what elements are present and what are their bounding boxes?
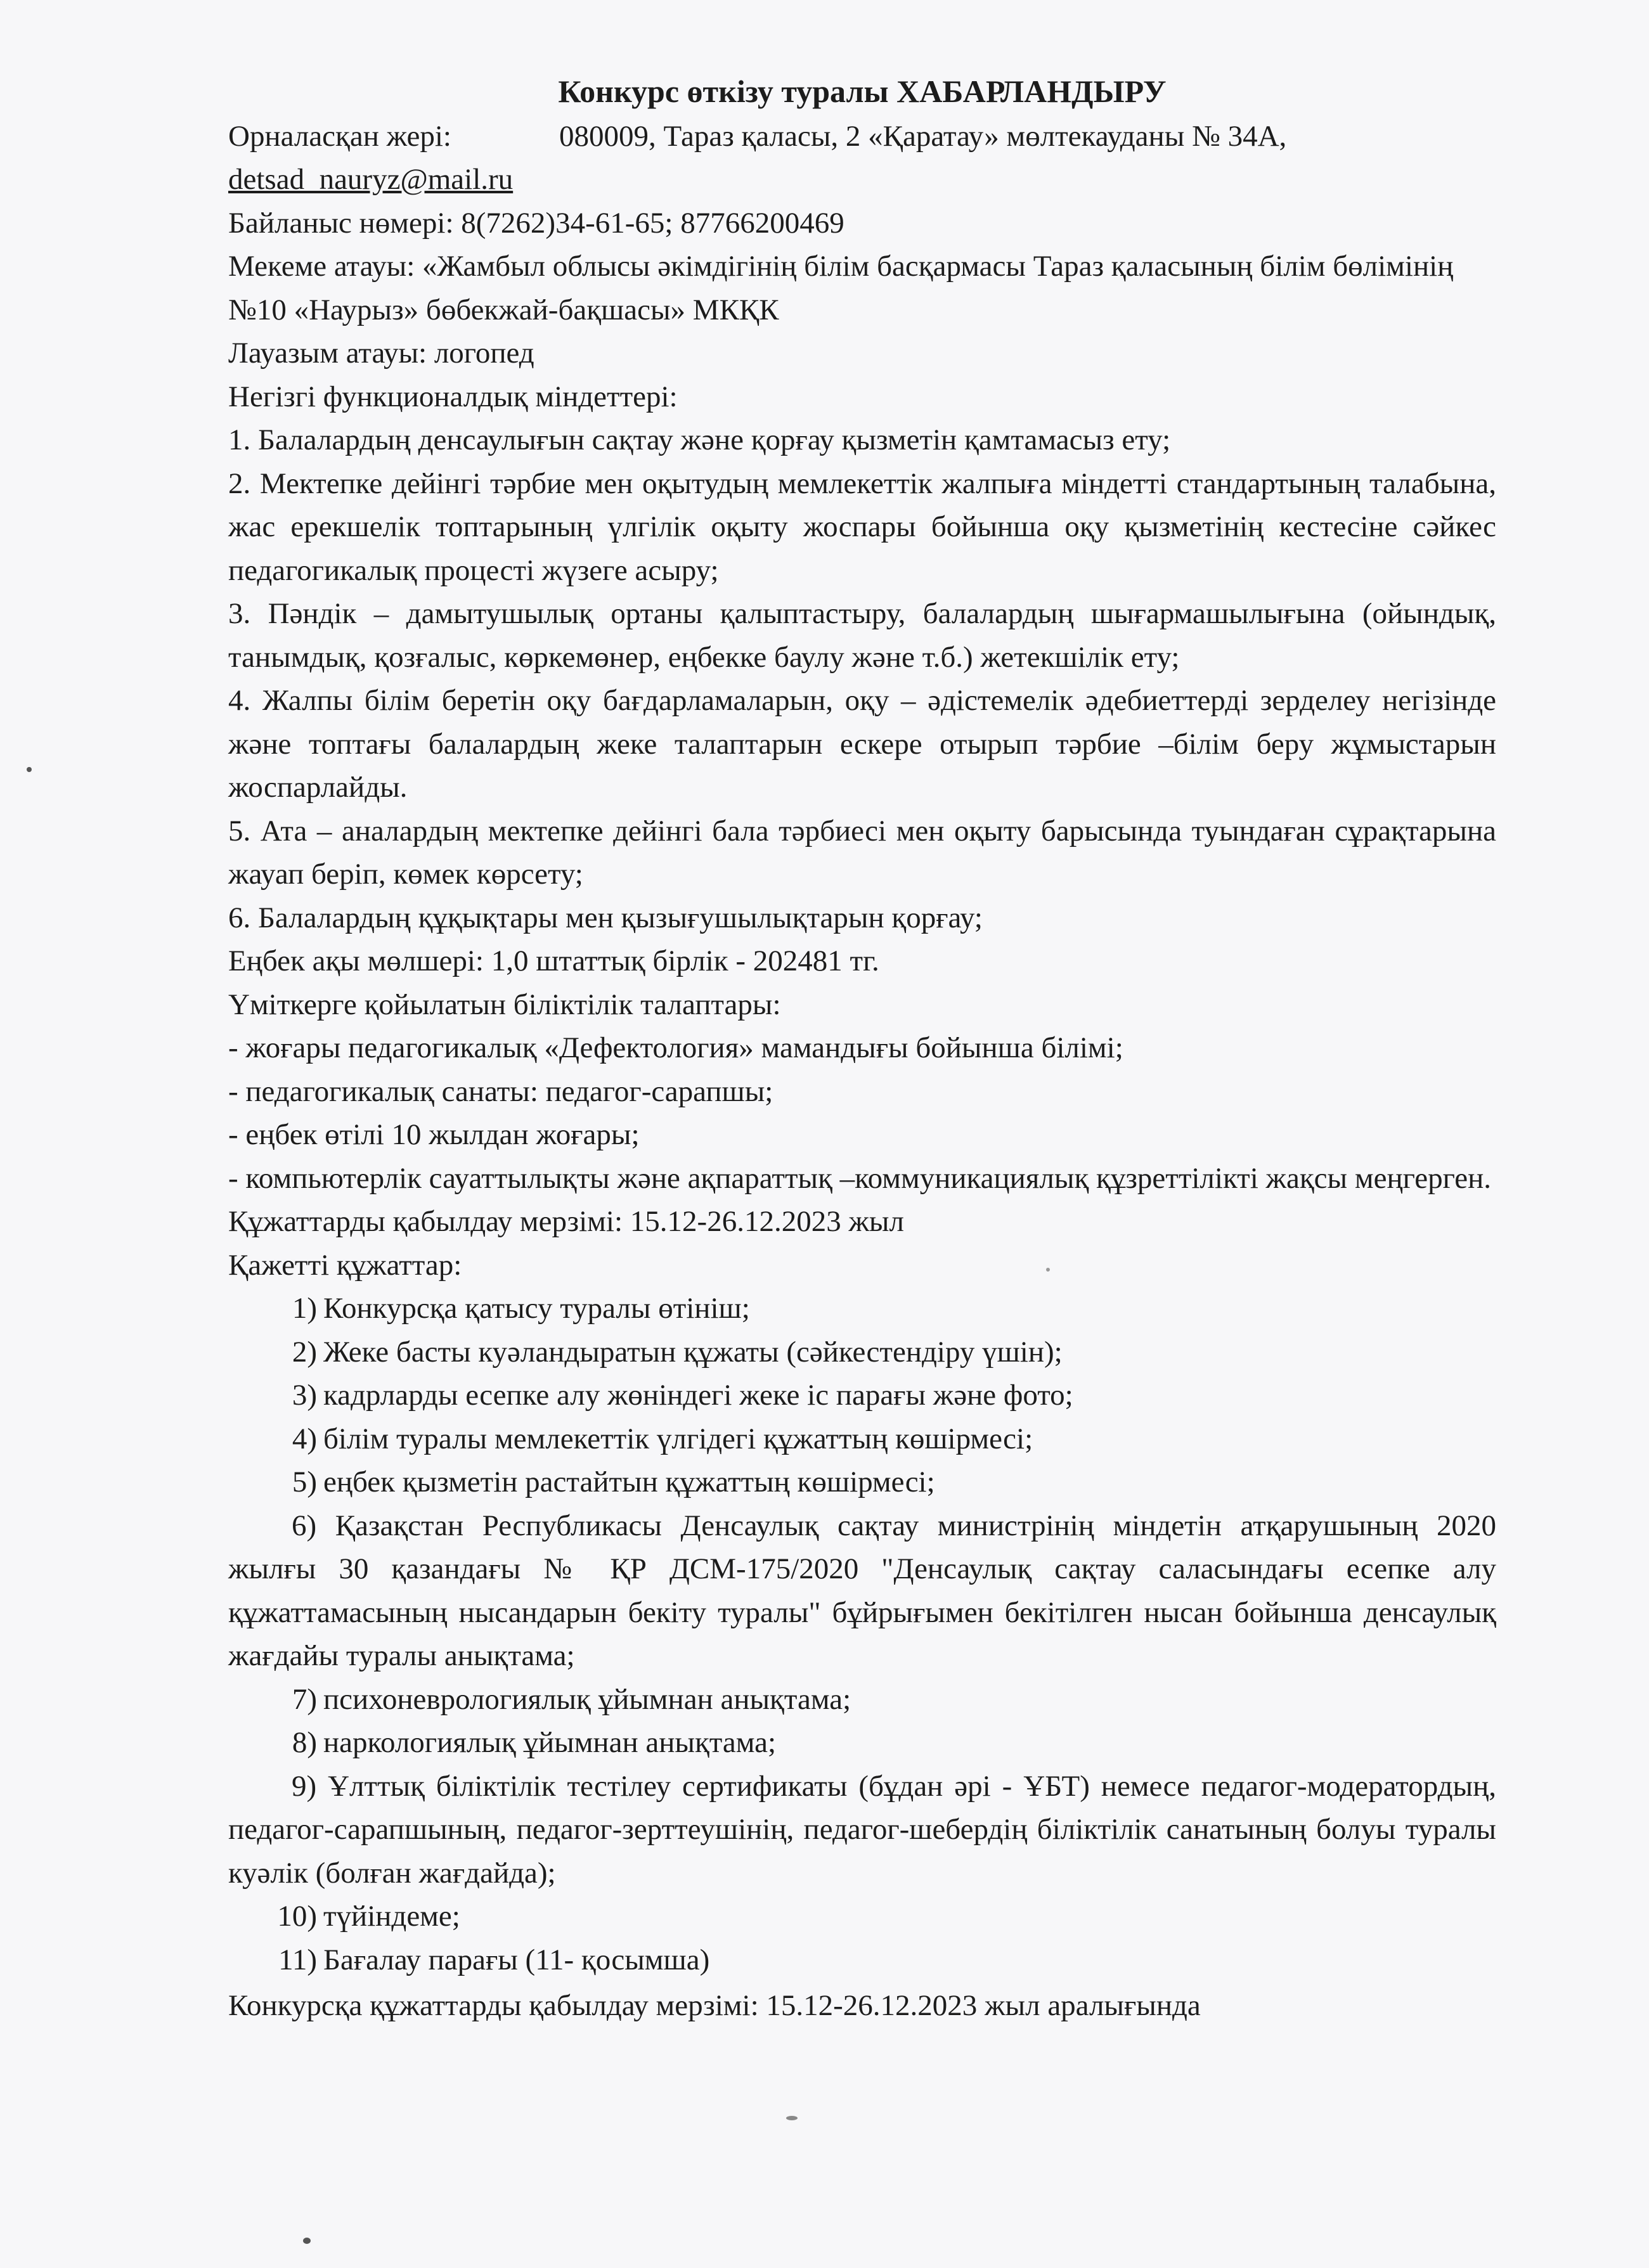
requirement-item: - компьютерлік сауаттылықты және ақпараттық –коммуникациялық құзреттілікті жақсы меңгерген. (228, 1161, 1492, 1195)
document-text: наркологиялық ұйымнан анықтама; (323, 1726, 777, 1759)
location-label: Орналасқан жері: (228, 119, 451, 153)
scan-speck (27, 767, 32, 772)
document-text: психоневрологиялық ұйымнан анықтама; (323, 1682, 851, 1716)
document-number: 5) (292, 1466, 317, 1498)
document-number: 11) (278, 1943, 317, 1976)
document-item (228, 1331, 1496, 1374)
announcement-body (228, 70, 1496, 2028)
duty-item: 1. Балалардың денсаулығын сақтау және қорғау қызметін қамтамасыз ету; (228, 423, 1171, 456)
document-item (228, 1417, 1496, 1461)
document-text: Конкурсқа қатысу туралы өтініш; (323, 1292, 750, 1325)
email-line (228, 158, 1496, 202)
documents-heading: Қажетті құжаттар: (228, 1248, 462, 1282)
scan-speck (303, 2238, 311, 2244)
requirements-heading: Үміткерге қойылатын біліктілік талаптары: (228, 988, 781, 1021)
position-title: Лауазым атауы: логопед (228, 337, 534, 370)
document-item (228, 1678, 1496, 1722)
email-link[interactable]: detsad_nauryz@mail.ru (228, 163, 514, 196)
requirement-item: - педагогикалық санаты: педагог-сарапшы; (228, 1074, 773, 1108)
document-text: еңбек қызметін растайтын құжаттың көшірмесі; (323, 1466, 935, 1498)
document-number: 10) (277, 1900, 317, 1933)
location-line (228, 115, 1496, 158)
scan-speck (786, 2116, 798, 2120)
requirement-item: - еңбек өтілі 10 жылдан жоғары; (228, 1118, 640, 1151)
document-item (228, 1721, 1496, 1765)
document-number: 2) (292, 1335, 317, 1369)
document-number: 4) (292, 1422, 317, 1455)
duty-item: 4. Жалпы білім беретін оқу бағдарламаларын, оқу – әдістемелік әдебиеттерді зерделеу негізінде және топтағы балалардың жеке талаптарын ескере отырып тәрбие –білім беру жұмыстарын жоспарлайды. (228, 684, 1496, 804)
location-value: 080009, Тараз қаласы, 2 «Қаратау» мөлтекауданы № 34А, (559, 119, 1287, 153)
page-title: Конкурс өткізу туралы ХАБАРЛАНДЫРУ (558, 74, 1167, 109)
duty-item: 2. Мектепке дейінгі тәрбие мен оқытудың мемлекеттік жалпыға міндетті стандартының талабына, жас ерекшелік топтарының үлгілік оқыту жоспары бойынша оқу қызметінің кестесіне сәйкес педагогикалық процесті жүзеге асыру; (228, 467, 1496, 587)
requirement-item: - жоғары педагогикалық «Дефектология» мамандығы бойынша білімі; (228, 1031, 1123, 1064)
document-item-6: 6) Қазақстан Республикасы Денсаулық сақтау министрінің міндетін атқарушының 2020 жылғы 30 қазандағы № ҚР ДСМ-175/2020 "Денсаулық сақтау саласындағы есепке алу құжаттамасының нысандарын бекіту туралы" бұйрығымен бекітілген нысан бойынша денсаулық жағдайы туралы анықтама; (228, 1509, 1496, 1672)
document-number: 1) (292, 1292, 317, 1325)
document-number: 7) (292, 1682, 317, 1716)
duty-item: 6. Балалардың құқықтары мен қызығушылықтарын қорғау; (228, 901, 983, 934)
document-text: Жеке басты куәландыратын құжаты (сәйкестендіру үшін); (323, 1335, 1063, 1369)
document-item (228, 1374, 1496, 1417)
phone-line: Байланыс нөмері: 8(7262)34-61-65; 87766200469 (228, 206, 844, 240)
document-item-9: 9) Ұлттық біліктілік тестілеу сертификаты (бұдан әрі - ҰБТ) немесе педагог-модератордың, педагог-сарапшының, педагог-зерттеушінің, педагог-шебердің біліктілік санатының болуы туралы куәлік (болған жағдайда); (228, 1769, 1496, 1890)
document-item (228, 1287, 1496, 1331)
duties-heading: Негізгі функционалдық міндеттері: (228, 380, 678, 413)
scan-speck (1046, 1268, 1050, 1272)
duty-item: 3. Пәндік – дамытушылық ортаны қалыптастыру, балалардың шығармашылығына (ойындық, танымдық, қозғалыс, көркемөнер, еңбекке баулу және т.б.) жетекшілік ету; (228, 597, 1496, 674)
duty-item: 5. Ата – аналардың мектепке дейінгі бала тәрбиесі мен оқыту барысында туындаған сұрақтарына жауап беріп, көмек көрсету; (228, 814, 1496, 891)
salary-line: Еңбек ақы мөлшері: 1,0 штаттық бірлік - 202481 тг. (228, 944, 879, 977)
document-number: 3) (292, 1379, 317, 1412)
document-number: 8) (292, 1726, 317, 1759)
document-item (228, 1895, 1496, 1938)
deadline-line: Құжаттарды қабылдау мерзімі: 15.12-26.12.2023 жыл (228, 1205, 904, 1238)
document-item (228, 1460, 1496, 1504)
document-text: түйіндеме; (323, 1900, 460, 1933)
final-deadline-line: Конкурсқа құжаттарды қабылдау мерзімі: 15.12-26.12.2023 жыл аралығында (228, 1989, 1201, 2022)
document-text: білім туралы мемлекеттік үлгідегі құжаттың көшірмесі; (323, 1422, 1033, 1455)
organization-name: Мекеме атауы: «Жамбыл облысы әкімдігінің білім басқармасы Тараз қаласының білім бөлімінің №10 «Наурыз» бөбекжай-бақшасы» МКҚК (228, 250, 1454, 326)
document-item (228, 1938, 1496, 1982)
document-text: кадрларды есепке алу жөніндегі жеке іс парағы және фото; (323, 1379, 1073, 1412)
document-text: Бағалау парағы (11- қосымша) (323, 1943, 710, 1976)
